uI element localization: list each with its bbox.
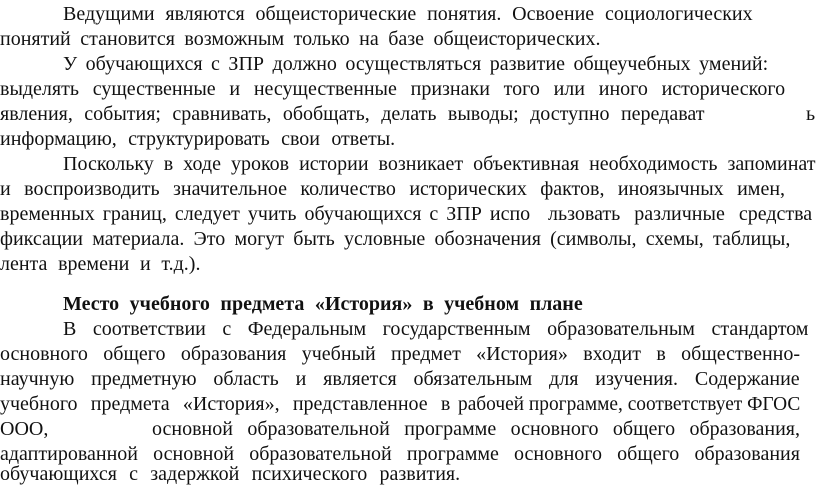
- section-heading: Место учебного предмета «История» в учебном плане: [63, 293, 583, 315]
- paragraph-4-line-1: В соответствии с Федеральным государственным образовательным стандартом: [63, 318, 809, 340]
- paragraph-4-line-4-start: учебного предмета «История», представленное в: [0, 393, 451, 415]
- paragraph-4-line-5-end: основной образовательной программе основного общего образования,: [152, 418, 800, 440]
- paragraph-4-line-2: основного общего образования учебный предмет «История» входит в общественно-: [0, 343, 801, 365]
- paragraph-4-line-3: научную предметную область и является обязательным для изучения. Содержание: [0, 368, 800, 390]
- paragraph-4-line-6: адаптированной основной образовательной программе основного общего образования: [0, 443, 800, 465]
- paragraph-3-line-3-start: временных границ, следует учить обучающихся с ЗПР испо: [0, 203, 531, 225]
- paragraph-2-line-4: информацию, структурировать свои ответы.: [0, 128, 396, 150]
- paragraph-1-line-2: понятий становится возможным только на базе общеисторических.: [0, 28, 601, 50]
- paragraph-4-line-4-end: рабочей программе, соответствует ФГОС: [458, 393, 801, 415]
- paragraph-3-line-4: фиксации материала. Это могут быть условные обозначения (символы, схемы, таблицы,: [0, 228, 791, 250]
- paragraph-3-line-3-end: льзовать различные средства: [548, 203, 813, 225]
- paragraph-2-line-3: явления, события; сравнивать, обобщать, делать выводы; доступно передават: [0, 103, 705, 125]
- paragraph-3-line-1: Поскольку в ходе уроков истории возникает объективная необходимость запоминат: [63, 153, 816, 175]
- paragraph-4-line-7: обучающихся с задержкой психического развития.: [0, 463, 461, 485]
- paragraph-4-line-5-start: ООО,: [0, 418, 49, 440]
- paragraph-3-line-5: лента времени и т.д.).: [0, 253, 201, 275]
- paragraph-3-line-2: и воспроизводить значительное количество исторических фактов, иноязычных имен,: [0, 178, 786, 200]
- paragraph-2-line-3-tail: ь: [806, 103, 816, 125]
- paragraph-2-line-2: выделять существенные и несущественные признаки того или иного исторического: [0, 78, 786, 100]
- paragraph-1-line-1: Ведущими являются общеисторические понятия. Освоение социологических: [63, 3, 753, 25]
- paragraph-2-line-1: У обучающихся с ЗПР должно осуществляться развитие общеучебных умений:: [63, 53, 769, 75]
